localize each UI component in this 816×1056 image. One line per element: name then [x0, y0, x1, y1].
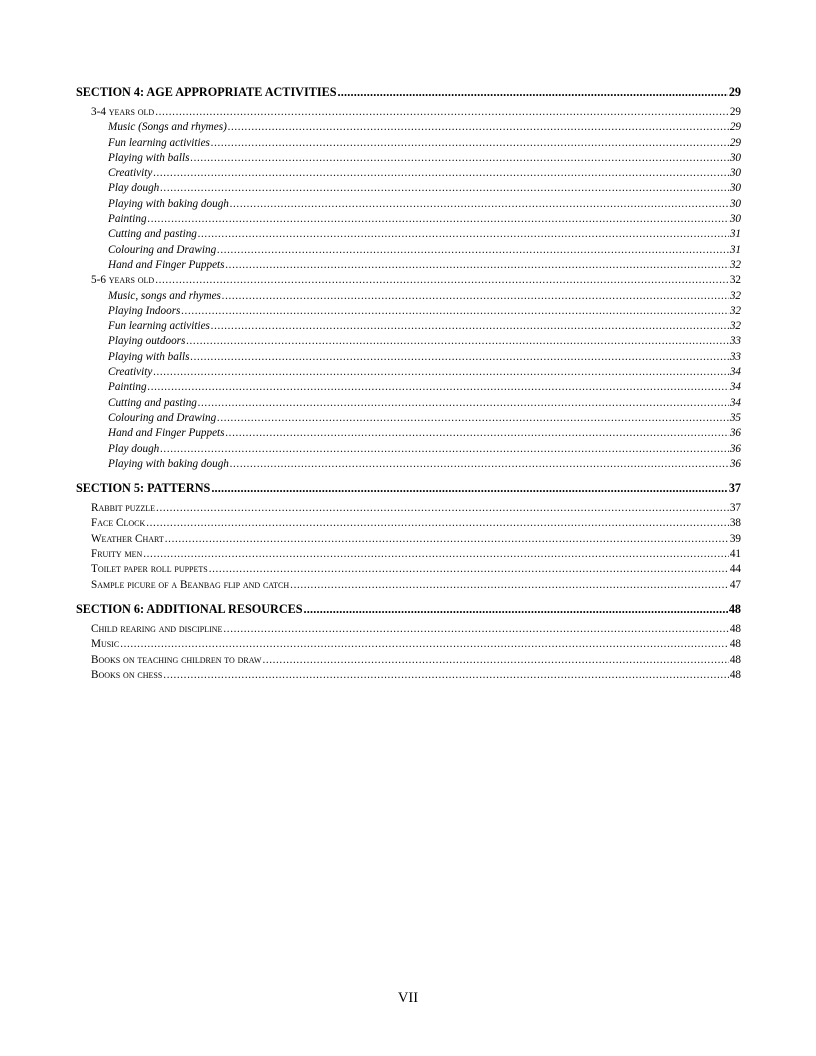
toc-entry-page: 30 — [729, 167, 741, 180]
toc-item-entry[interactable] — [76, 365, 741, 380]
toc-item-entry[interactable] — [76, 120, 741, 135]
dot-leader — [143, 547, 729, 562]
toc-subsection-entry[interactable] — [76, 105, 741, 120]
toc-entry-title: Fun learning activities — [108, 320, 210, 333]
dot-leader — [217, 243, 729, 258]
toc-entry-title: Fun learning activities — [108, 136, 210, 149]
dot-leader — [163, 668, 729, 683]
page-number: VII — [397, 990, 419, 1006]
toc-item-entry[interactable] — [76, 319, 741, 334]
toc-entry-page: 38 — [729, 517, 741, 530]
toc-entry-title: Hand and Finger Puppets — [108, 258, 225, 271]
toc-entry-page: 30 — [729, 213, 741, 226]
toc-item-entry[interactable] — [76, 166, 741, 181]
toc-subsection-entry[interactable] — [76, 578, 741, 593]
toc-item-entry[interactable] — [76, 151, 741, 166]
toc-subsection-entry[interactable] — [76, 622, 741, 637]
toc-entry-page: 37 — [728, 481, 741, 496]
toc-item-entry[interactable] — [76, 197, 741, 212]
toc-entry-title: Play dough — [108, 182, 160, 195]
dot-leader — [198, 227, 729, 242]
toc-subsection-entry[interactable] — [76, 668, 741, 683]
toc-item-entry[interactable] — [76, 350, 741, 365]
toc-entry-page: 37 — [729, 502, 741, 515]
toc-entry-title: Playing with baking dough — [108, 457, 229, 470]
toc-subsection-entry[interactable] — [76, 532, 741, 547]
dot-leader — [211, 136, 729, 151]
toc-entry-title: Playing with baking dough — [108, 197, 229, 210]
toc-entry-page: 34 — [729, 381, 741, 394]
toc-entry-page: 41 — [729, 548, 741, 561]
toc-entry-title: Cutting and pasting — [108, 228, 197, 241]
dot-leader — [198, 396, 729, 411]
toc-entry-title: Painting — [108, 213, 147, 226]
toc-entry-title: Playing outdoors — [108, 335, 186, 348]
toc-entry-page: 48 — [729, 653, 741, 666]
toc-item-entry[interactable] — [76, 442, 741, 457]
toc-item-entry[interactable] — [76, 212, 741, 227]
toc-entry-page: 48 — [729, 668, 741, 681]
dot-leader — [148, 212, 729, 227]
toc-entry-page: 48 — [729, 622, 741, 635]
toc-entry-title: Colouring and Drawing — [108, 243, 217, 256]
dot-leader — [186, 334, 728, 349]
dot-leader — [155, 273, 729, 288]
toc-entry-title: Creativity — [108, 366, 153, 379]
dot-leader — [160, 181, 729, 196]
dot-leader — [228, 120, 729, 135]
toc-item-entry[interactable] — [76, 411, 741, 426]
dot-leader — [156, 501, 729, 516]
toc-entry-title: SECTION 5: PATTERNS — [76, 481, 211, 496]
toc-entry-page: 35 — [729, 411, 741, 424]
toc-entry-title: Hand and Finger Puppets — [108, 427, 225, 440]
toc-entry-title: Music, songs and rhymes — [108, 289, 221, 302]
toc-subsection-entry[interactable] — [76, 547, 741, 562]
toc-item-entry[interactable] — [76, 457, 741, 472]
dot-leader — [290, 578, 729, 593]
dot-leader — [262, 653, 728, 668]
toc-entry-title: Cutting and pasting — [108, 396, 197, 409]
table-of-contents — [76, 84, 741, 683]
toc-entry-page: 32 — [729, 274, 741, 287]
toc-entry-title: Colouring and Drawing — [108, 411, 217, 424]
toc-entry-title: Fruity men — [91, 548, 143, 561]
dot-leader — [190, 151, 728, 166]
toc-entry-title: Music (Songs and rhymes) — [108, 121, 227, 134]
toc-entry-title: SECTION 4: AGE APPROPRIATE ACTIVITIES — [76, 85, 337, 99]
toc-entry-title: Face Clock — [91, 517, 146, 530]
toc-entry-page: 29 — [729, 121, 741, 134]
toc-item-entry[interactable] — [76, 334, 741, 349]
toc-entry-page: 29 — [729, 106, 741, 118]
toc-entry-page: 30 — [729, 151, 741, 164]
toc-entry-title: Rabbit puzzle — [91, 502, 156, 515]
dot-leader — [211, 319, 729, 334]
toc-entry-title: Books on chess — [91, 668, 163, 681]
dot-leader — [155, 105, 729, 120]
dot-leader — [153, 166, 728, 181]
toc-entry-page: 32 — [729, 258, 741, 271]
toc-entry-page: 30 — [729, 197, 741, 210]
toc-entry-page: 44 — [729, 563, 741, 576]
dot-leader — [226, 426, 729, 441]
toc-entry-page: 36 — [729, 427, 741, 440]
toc-entry-title: Child rearing and discipline — [91, 622, 223, 635]
toc-entry-title: Playing Indoors — [108, 304, 181, 317]
dot-leader — [230, 197, 729, 212]
toc-item-entry[interactable] — [76, 396, 741, 411]
dot-leader — [181, 304, 728, 319]
toc-section-entry[interactable] — [76, 601, 741, 618]
toc-subsection-entry[interactable] — [76, 273, 741, 288]
dot-leader — [211, 480, 728, 497]
toc-item-entry[interactable] — [76, 258, 741, 273]
toc-entry-title: Play dough — [108, 442, 160, 455]
toc-subsection-entry[interactable] — [76, 516, 741, 531]
toc-entry-title: Painting — [108, 381, 147, 394]
toc-section-entry[interactable] — [76, 480, 741, 497]
toc-entry-page: 33 — [729, 335, 741, 348]
toc-entry-title: Playing with balls — [108, 151, 190, 164]
toc-entry-title: Creativity — [108, 167, 153, 180]
toc-entry-page: 34 — [729, 396, 741, 409]
toc-entry-title: Playing with balls — [108, 350, 190, 363]
toc-entry-page: 32 — [729, 304, 741, 317]
toc-entry-page: 33 — [729, 350, 741, 363]
toc-entry-page: 48 — [728, 601, 741, 616]
dot-leader — [217, 411, 729, 426]
toc-subsection-entry[interactable] — [76, 501, 741, 516]
toc-entry-page: 29 — [728, 85, 741, 99]
toc-item-entry[interactable] — [76, 227, 741, 242]
toc-entry-page: 32 — [729, 320, 741, 333]
toc-entry-page: 31 — [729, 243, 741, 256]
dot-leader — [222, 289, 729, 304]
toc-subsection-entry[interactable] — [76, 637, 741, 652]
toc-item-entry[interactable] — [76, 380, 741, 395]
toc-entry-page: 36 — [729, 457, 741, 470]
toc-item-entry[interactable] — [76, 426, 741, 441]
toc-entry-page: 48 — [729, 638, 741, 651]
toc-entry-title: Toilet paper roll puppets — [91, 563, 208, 576]
dot-leader — [230, 457, 729, 472]
dot-leader — [160, 442, 729, 457]
dot-leader — [148, 380, 729, 395]
toc-entry-title: 5-6 years old — [91, 274, 155, 287]
toc-entry-page: 32 — [729, 289, 741, 302]
toc-entry-page: 29 — [729, 136, 741, 149]
toc-entry-page: 30 — [729, 182, 741, 195]
toc-item-entry[interactable] — [76, 243, 741, 258]
toc-entry-title: Music — [91, 638, 120, 651]
toc-item-entry[interactable] — [76, 289, 741, 304]
toc-entry-title: Sample picure of a Beanbag flip and catch — [91, 578, 290, 591]
dot-leader — [146, 516, 729, 531]
toc-subsection-entry[interactable] — [76, 653, 741, 668]
toc-entry-title: Books on teaching children to draw — [91, 653, 262, 666]
toc-entry-page: 47 — [729, 578, 741, 591]
toc-entry-page: 31 — [729, 228, 741, 241]
toc-section-entry[interactable] — [76, 84, 741, 101]
toc-entry-page: 34 — [729, 366, 741, 379]
toc-entry-title: SECTION 6: ADDITIONAL RESOURCES — [76, 601, 303, 616]
toc-entry-page: 36 — [729, 442, 741, 455]
dot-leader — [304, 601, 728, 618]
toc-item-entry[interactable] — [76, 181, 741, 196]
toc-entry-page: 39 — [729, 532, 741, 545]
toc-subsection-entry[interactable] — [76, 562, 741, 577]
dot-leader — [226, 258, 729, 273]
dot-leader — [209, 562, 729, 577]
dot-leader — [165, 532, 729, 547]
toc-item-entry[interactable] — [76, 136, 741, 151]
dot-leader — [223, 622, 728, 637]
toc-entry-title: 3-4 years old — [91, 106, 155, 118]
dot-leader — [338, 84, 728, 101]
dot-leader — [190, 350, 728, 365]
dot-leader — [153, 365, 728, 380]
toc-entry-title: Weather Chart — [91, 532, 164, 545]
dot-leader — [120, 637, 729, 652]
toc-item-entry[interactable] — [76, 304, 741, 319]
